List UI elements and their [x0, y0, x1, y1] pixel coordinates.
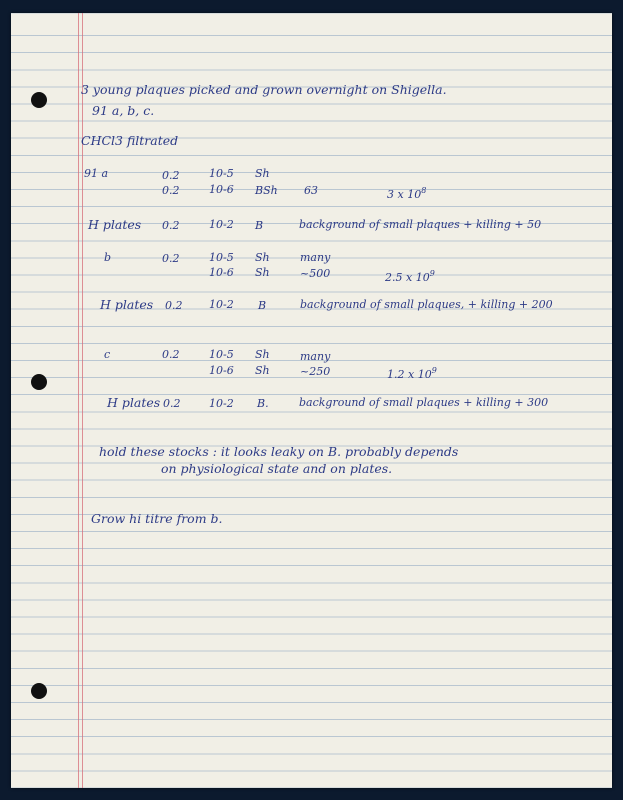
plate-strain: B: [258, 299, 267, 312]
dilution: 10-6: [209, 266, 234, 279]
note-line-5: on physiological state and on plates.: [161, 461, 393, 476]
plate-strain: B: [255, 219, 264, 232]
volume: 0.2: [162, 169, 180, 182]
plate-strain: Sh: [255, 251, 270, 264]
volume: 0.2: [162, 219, 180, 232]
volume: 0.2: [163, 397, 181, 410]
plate-strain: Sh: [255, 364, 270, 377]
dilution: 10-5: [209, 251, 234, 264]
plate-strain: B.: [257, 397, 269, 410]
plate-note: background of small plaques + killing + 300: [299, 396, 549, 409]
plaque-count: many: [300, 251, 331, 264]
sample-label-c: c: [104, 348, 111, 361]
note-line-3: CHCl3 filtrated: [81, 133, 179, 148]
punch-hole: [31, 683, 47, 699]
sample-label-b: b: [104, 251, 112, 264]
volume: 0.2: [162, 252, 180, 265]
notebook-page: [11, 13, 612, 788]
volume: 0.2: [162, 348, 180, 361]
dilution: 10-5: [209, 167, 234, 180]
note-line-1: 3 young plaques picked and grown overnight on Shigella.: [81, 82, 447, 97]
sample-label-a: 91 a: [84, 167, 109, 180]
plaque-count: 63: [304, 184, 318, 197]
note-line-4: hold these stocks : it looks leaky on B. probably depends: [99, 444, 459, 459]
h-plates-label: H plates: [88, 217, 142, 232]
note-line-2: 91 a, b, c.: [92, 103, 155, 118]
plate-strain: Sh: [255, 167, 270, 180]
volume: 0.2: [162, 184, 180, 197]
titer: 1.2 x $10^9$: [387, 366, 437, 381]
punch-hole: [31, 374, 47, 390]
plate-note: background of small plaques, + killing + 200: [300, 298, 553, 311]
plaque-count: ~250: [300, 365, 331, 378]
dilution: 10-5: [209, 348, 234, 361]
dilution: 10-2: [209, 397, 234, 410]
plate-note: background of small plaques + killing + 50: [299, 218, 542, 231]
plate-strain: Sh: [255, 348, 270, 361]
dilution: 10-2: [209, 218, 234, 231]
titer: 3 x $10^8$: [387, 186, 427, 201]
note-line-6: Grow hi titre from b.: [91, 511, 223, 526]
punch-hole: [31, 92, 47, 108]
margin-line: [78, 13, 79, 788]
h-plates-label: H plates: [107, 395, 161, 410]
plate-strain: Sh: [255, 266, 270, 279]
plate-strain: BSh: [255, 184, 278, 197]
dilution: 10-2: [209, 298, 234, 311]
plaque-count: many: [300, 350, 331, 363]
h-plates-label: H plates: [100, 297, 154, 312]
plaque-count: ~500: [300, 267, 331, 280]
volume: 0.2: [165, 299, 183, 312]
titer: 2.5 x $10^9$: [385, 269, 435, 284]
margin-line: [82, 13, 83, 788]
dilution: 10-6: [209, 364, 234, 377]
dilution: 10-6: [209, 183, 234, 196]
